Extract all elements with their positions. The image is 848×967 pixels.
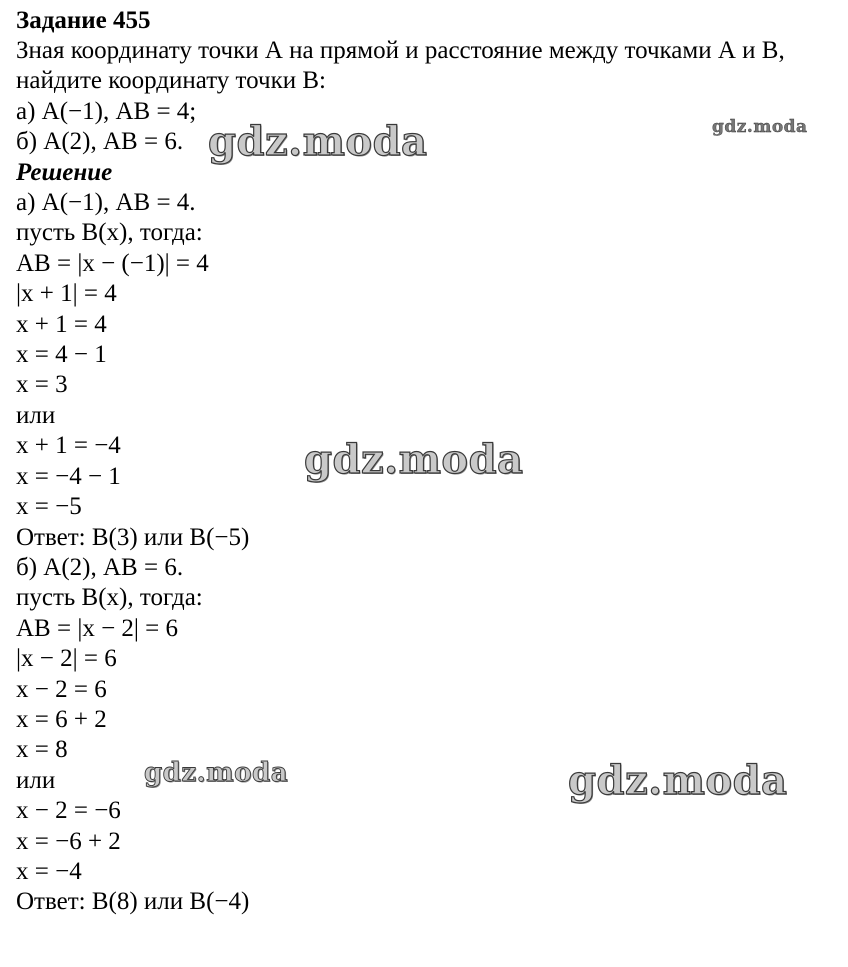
watermark-logo: gdz.moda [568, 757, 788, 804]
solution-line: х + 1 = −4 [16, 432, 121, 460]
solution-line: х − 2 = −6 [16, 797, 121, 825]
watermark-logo: gdz.moda [712, 117, 808, 137]
document-body [16, 6, 846, 918]
solution-line: х = 3 [16, 371, 68, 399]
solution-line: |х − 2| = 6 [16, 645, 117, 673]
solution-line: х + 1 = 4 [16, 310, 107, 338]
solution-line: АВ = |х − (−1)| = 4 [16, 249, 209, 277]
solution-line: пусть В(х), тогда: [16, 584, 203, 612]
problem-statement-line-2: найдите координату точки В: [16, 67, 326, 95]
solution-line: х = 4 − 1 [16, 341, 107, 369]
solution-line: пусть В(х), тогда: [16, 219, 203, 247]
solution-line: х = −5 [16, 493, 82, 521]
watermark-logo: gdz.moda [304, 436, 524, 483]
solution-line: АВ = |х − 2| = 6 [16, 614, 179, 642]
solution-line: х = −6 + 2 [16, 827, 121, 855]
problem-part-b: б) А(2), АВ = 6. [16, 128, 184, 156]
solution-line: х = 6 + 2 [16, 705, 107, 733]
solution-line: х = −4 − 1 [16, 462, 121, 490]
answer-line: Ответ: В(8) или В(−4) [16, 888, 250, 916]
solution-line: б) А(2), АВ = 6. [16, 553, 184, 581]
solution-line: или [16, 766, 56, 794]
solution-line: х = 8 [16, 736, 68, 764]
watermark-logo: gdz.moda [208, 118, 428, 165]
problem-part-a: а) А(−1), АВ = 4; [16, 97, 197, 125]
solution-line: х − 2 = 6 [16, 675, 107, 703]
problem-statement-line-1: Зная координату точки А на прямой и расстояние между точками А и В, [16, 37, 785, 64]
solution-line: а) А(−1), АВ = 4. [16, 189, 196, 217]
solution-line: или [16, 401, 56, 429]
solution-heading: Решение [16, 158, 113, 186]
solution-body [16, 188, 846, 918]
solution-line: |х + 1| = 4 [16, 280, 117, 308]
solution-line: х = −4 [16, 857, 82, 885]
task-title: Задание 455 [16, 7, 151, 34]
answer-line: Ответ: В(3) или В(−5) [16, 523, 250, 551]
watermark-logo: gdz.moda [144, 758, 289, 788]
